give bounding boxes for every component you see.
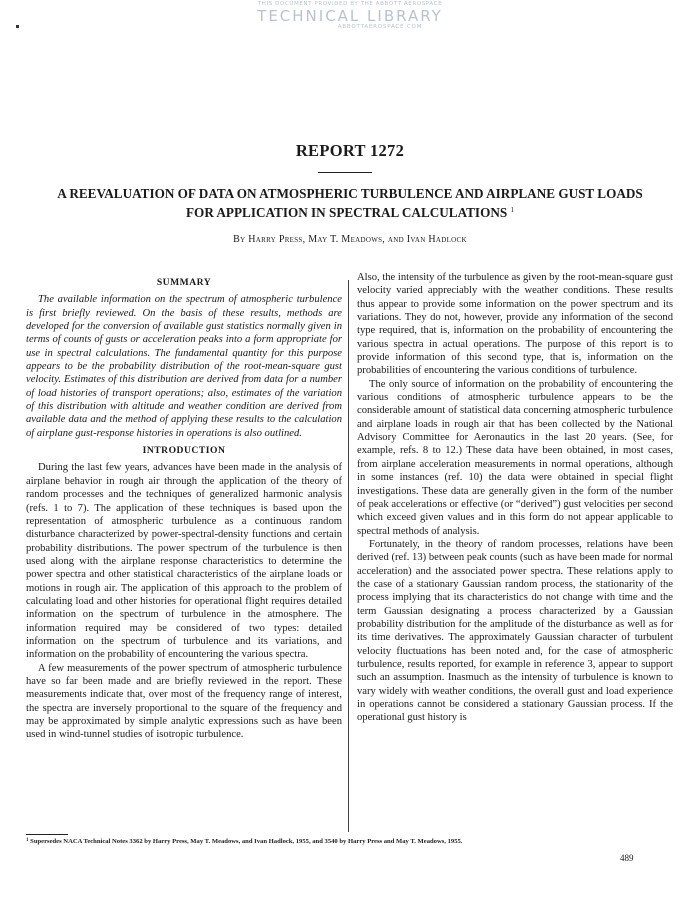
author-byline: By Harry Press, May T. Meadows, and Ivan Hadlock [233,234,467,245]
watermark [0,2,700,30]
report-number: REPORT 1272 [295,141,405,160]
page-number: 489 [620,853,634,863]
intro-paragraph: The only source of information on the probability of encountering the various conditions of atmospheric turbulence appears to be the considerable amount of statistical data concerning atmospheric turbulence and airplane loads in rough air that has been collected by the National Advisory Committee for Aeronautics in the last 20 years. (See, for example, refs. 8 to 12.) These data have been obtained, in most cases, from airplane acceleration measurements in normal operations, although in some instances (ref. 10) the data were obtained in special flight investigations. These data are generally given in the form of the number of peak accelerations or effective (or “derived”) gust velocities per second which exceed given values and in this form do not appear applicable to spectral methods of analysis. [357,378,673,537]
footnote-text: Supersedes NACA Technical Notes 3362 by Harry Press, May T. Meadows, and Ivan Hadlock, 1955, and 3540 by Harry Press and May T. Meadows, 1955. [30,838,463,845]
summary-heading: SUMMARY [156,277,212,288]
introduction-heading: INTRODUCTION [142,445,226,457]
intro-paragraph: Fortunately, in the theory of random processes, relations have been derived (ref. 13) between peak counts (such as have been made for normal acceleration) and the associated power spectra. These relations apply to the case of a stationary Gaussian random process, the stationarity of the process implying that its characteristics do not change with time and the term Gaussian designating a process characterized by a Gaussian probability distribution for the amplitude of the disturbance as well as for its time derivatives. The approximately Gaussian character of turbulent velocity fluctuations has been noted and, for the case of atmospheric turbulence, results reported, for example in reference 3, appear to support such an assumption. Inasmuch as the intensity of turbulence is known to vary widely with weather conditions, the overall gust and load experience in operations cannot be considered a stationary Gaussian process. If the operational gust history is [357,538,673,724]
left-column [26,276,342,742]
paper-title [0,186,700,221]
footnote-rule [26,834,68,835]
title-footnote-marker: 1 [510,206,514,214]
intro-paragraph: Also, the intensity of the turbulence as given by the root-mean-square gust velocity varied appreciably with the weather conditions. These results thus appear to provide some information on the power spectrum and its variations. They do not, however, provide any information of the second type required, that is, information on the probability of encountering the various spectra in actual operations. The purpose of this report is to provide information of this second type, that is, information on the probabilities of encountering the various conditions of turbulence. [357,272,673,377]
intro-paragraph: During the last few years, advances have been made in the analysis of airplane behavior in rough air through the application of the theory of random processes and the techniques of generalized harmonic analysis (refs. 1 to 7). The application of these techniques is based upon the representation of atmospheric turbulence as a continuous random disturbance characterized by power-spectral-density functions and certain probability distributions. The power spectrum of the turbulence is then used along with the airplane response characteristics to determine the power spectra and other statistical characteristics of the airplane loads or motions in rough air. The application of this approach to the problem of calculating load and other histories for operational flight requires detailed information on the spectrum of turbulence in the atmosphere. The information required may be considered of two types: detailed information on the spectrum of turbulence and its variations, and information on the probability of encountering the various spectra. [26,462,342,661]
right-column [357,271,673,725]
intro-paragraph: A few measurements of the power spectrum of atmospheric turbulence have so far been made and are briefly reviewed in the report. These measurements indicate that, over most of the frequency range of interest, the spectra are inversely proportional to the square of the frequency and may be approximated by simple analytic expressions such as have been used in wind-tunnel studies of isotropic turbulence. [26,662,342,741]
watermark-url: ABBOTTAEROSPACE.COM [337,23,423,30]
scan-speck [16,25,19,28]
footnote-marker: 1 [26,838,29,843]
watermark-title: TECHNICAL LIBRARY [257,6,443,25]
watermark-top-line: THIS DOCUMENT PROVIDED BY THE ABBOTT AEROSPACE [257,1,443,7]
summary-text: The available information on the spectrum of atmospheric turbulence is first briefly reviewed. On the basis of these results, methods are developed for the conversion of available gust statistics normally given in terms of counts of gusts or acceleration peaks into a form appropriate for use in spectral calculations. The fundamental quantity for this purpose appears to be the probability distribution of the root-mean-square gust velocity. Estimates of this distribution are derived from data for a number of load histories of transport operations; also, estimates of the variation of this distribution with altitude and weather condition are derived from available data and the method of applying these results to the calculation of airplane gust-response histories in operations is also outlined. [26,294,342,439]
title-line-1: A REEVALUATION OF DATA ON ATMOSPHERIC TURBULENCE AND AIRPLANE GUST LOADS [57,186,643,201]
title-line-2: FOR APPLICATION IN SPECTRAL CALCULATIONS $^1$ [186,205,514,220]
column-divider [348,280,349,832]
footnote [26,838,676,845]
title-rule [318,172,372,173]
